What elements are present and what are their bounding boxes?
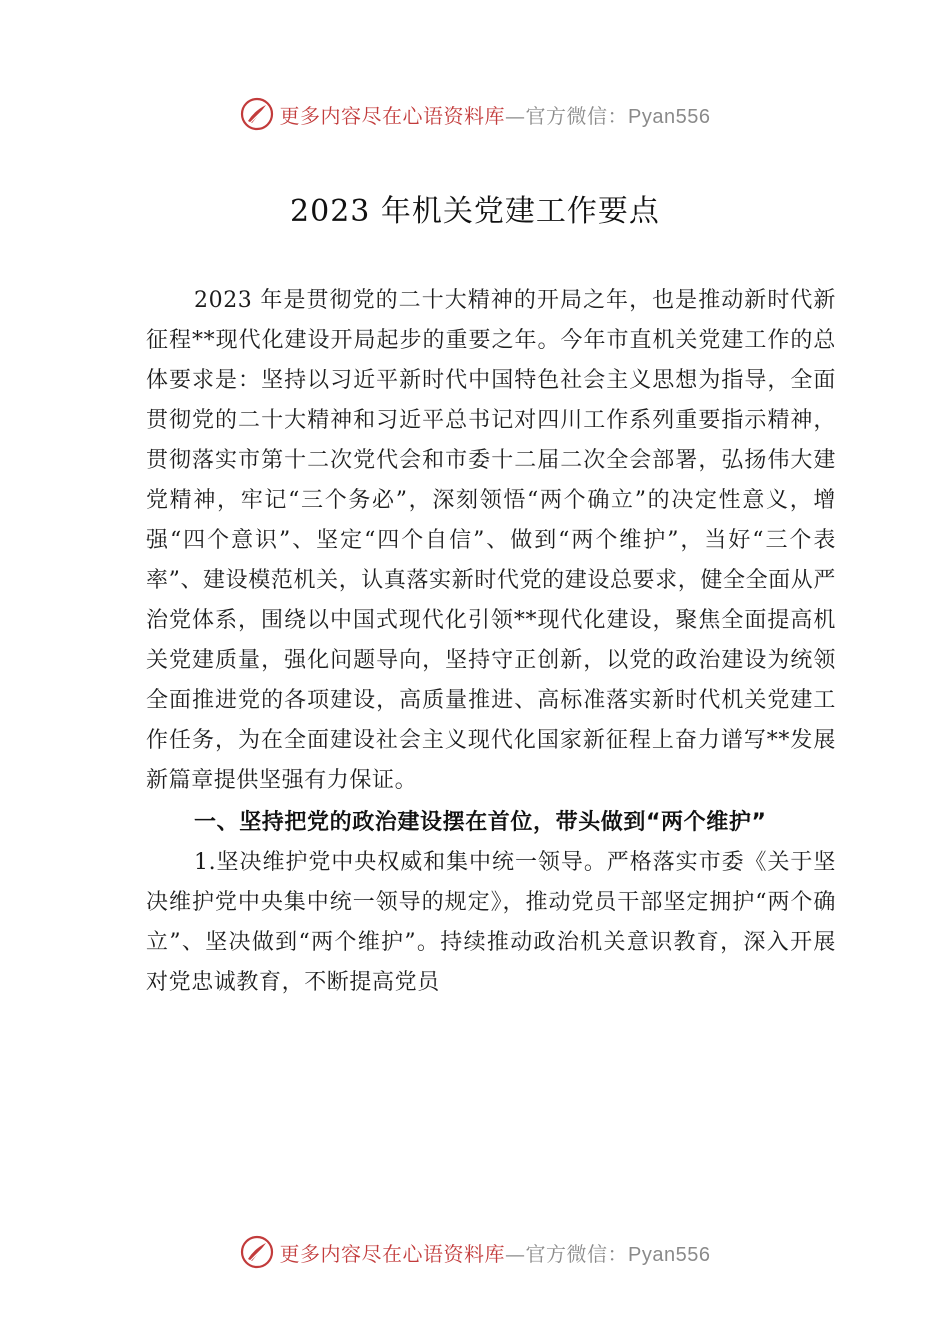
header-watermark bbox=[0, 94, 950, 134]
item-paragraph-1: 1.坚决维护党中央权威和集中统一领导。严格落实市委《关于坚决维护党中央集中统一领导的规定》，推动党员干部坚定拥护“两个确立”、坚决做到“两个维护”。持续推动政治机关意识教育，深入开展对党忠诚教育，不断提高党员 bbox=[146, 850, 836, 995]
watermark-text bbox=[280, 1238, 711, 1267]
footer-watermark bbox=[0, 1232, 950, 1272]
section-heading-1: 一、坚持把党的政治建设摆在首位，带头做到“两个维护” bbox=[194, 810, 767, 835]
watermark-account: Pyan556 bbox=[628, 105, 711, 128]
watermark-red-text: 更多内容尽在心语资料库 bbox=[279, 1241, 506, 1266]
watermark-text bbox=[280, 100, 711, 129]
document-body bbox=[146, 281, 836, 1003]
quill-seal-icon bbox=[240, 97, 274, 131]
watermark-gray-text: —官方微信： bbox=[505, 103, 629, 128]
watermark-gray-text: —官方微信： bbox=[505, 1241, 629, 1266]
watermark-account: Pyan556 bbox=[628, 1243, 711, 1266]
intro-paragraph: 2023 年是贯彻党的二十大精神的开局之年，也是推动新时代新征程**现代化建设开局起步的重要之年。今年市直机关党建工作的总体要求是：坚持以习近平新时代中国特色社会主义思想为指导，全面贯彻党的二十大精神和习近平总书记对四川工作系列重要指示精神，贯彻落实市第十二次党代会和市委十二届二次全会部署，弘扬伟大建党精神，牢记“三个务必”，深刻领悟“两个确立”的决定性意义，增强“四个意识”、坚定“四个自信”、做到“两个维护”，当好“三个表率”、建设模范机关，认真落实新时代党的建设总要求，健全全面从严治党体系，围绕以中国式现代化引领**现代化建设，聚焦全面提高机关党建质量，强化问题导向，坚持守正创新，以党的政治建设为统领全面推进党的各项建设，高质量推进、高标准落实新时代机关党建工作任务，为在全面建设社会主义现代化国家新征程上奋力谱写**发展新篇章提供坚强有力保证。 bbox=[146, 288, 836, 793]
document-title: 2023 年机关党建工作要点 bbox=[290, 194, 660, 229]
quill-seal-icon bbox=[240, 1235, 274, 1269]
watermark-red-text: 更多内容尽在心语资料库 bbox=[279, 103, 506, 128]
